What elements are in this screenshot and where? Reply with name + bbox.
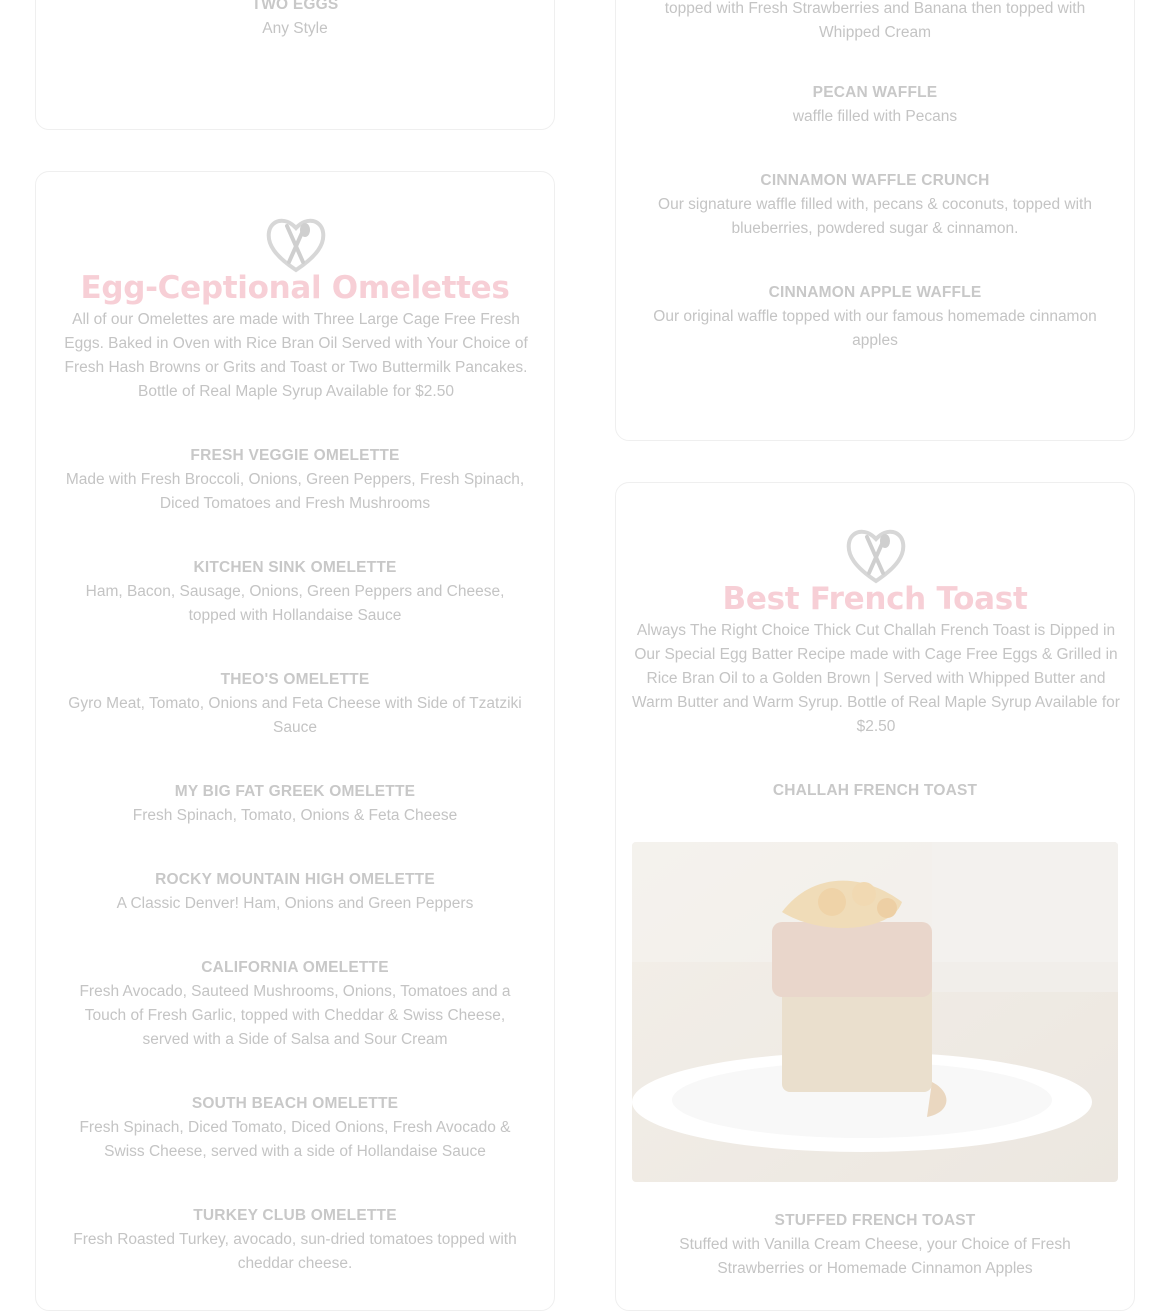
menu-item-name: KITCHEN SINK OMELETTE [193,559,397,576]
menu-item-desc: Ham, Bacon, Sausage, Onions, Green Peppers and Cheese, topped with Hollandaise Sauce [85,583,505,624]
menu-item-name: TWO EGGS [251,0,339,13]
section-intro: Always The Right Choice Thick Cut Challah French Toast is Dipped in Our Special Egg Batter Recipe made with Cage Free Eggs & Grilled in Rice Bran Oil to a Golden Brown | Served with Whipped Butter and Warm Butter and Warm Syrup. Bottle of Real Maple Syrup Available for $2.50 [632,622,1120,735]
french-toast-photo [632,842,1118,1182]
waffle-card [615,0,1135,441]
menu-item-desc: Gyro Meat, Tomato, Onions and Feta Cheese with Side of Tzatziki Sauce [68,695,522,736]
menu-item-desc: Any Style [262,20,328,37]
omelettes-card [35,171,555,1311]
section-title: Best French Toast [722,581,1028,617]
menu-item-name: TURKEY CLUB OMELETTE [193,1207,397,1224]
menu-item [36,444,554,516]
menu-item-name: CHALLAH FRENCH TOAST [772,782,978,799]
menu-item-name: ROCKY MOUNTAIN HIGH OMELETTE [155,871,435,888]
menu-item [36,1204,554,1276]
menu-item-name: SOUTH BEACH OMELETTE [191,1095,399,1112]
menu-item [36,956,554,1052]
menu-item-name: CALIFORNIA OMELETTE [201,959,389,976]
section-intro: All of our Omelettes are made with Three Large Cage Free Fresh Eggs. Baked in Oven with Rice Bran Oil Served with Your Choice of Fresh Hash Browns or Grits and Toast or Two Buttermilk Pancakes. Bottle of Real Maple Syrup Available for $2.50 [64,311,528,400]
menu-item [36,868,554,916]
fork-spoon-heart-icon [265,214,327,274]
menu-item [616,281,1134,353]
menu-item-desc: A Classic Denver! Ham, Onions and Green Peppers [116,895,474,912]
menu-item-desc: Stuffed with Vanilla Cream Cheese, your Choice of Fresh Strawberries or Homemade Cinnamon Apples [679,1236,1071,1277]
menu-item-name: MY BIG FAT GREEK OMELETTE [174,783,416,800]
menu-item [616,1209,1134,1281]
menu-item-name: THEO'S OMELETTE [220,671,370,688]
french-toast-image [632,842,1118,1182]
menu-item-name: CINNAMON APPLE WAFFLE [768,284,982,301]
menu-item-desc: Fresh Spinach, Tomato, Onions & Feta Cheese [132,807,458,824]
menu-item-desc: topped with Fresh Strawberries and Banana then topped with Whipped Cream [664,0,1086,41]
menu-item-desc: Made with Fresh Broccoli, Onions, Green Peppers, Fresh Spinach, Diced Tomatoes and Fresh Mushrooms [65,471,525,512]
menu-item-name: PECAN WAFFLE [812,84,938,101]
menu-item [36,1092,554,1164]
menu-item [36,556,554,628]
fork-spoon-heart-icon [845,525,907,585]
menu-item [36,0,554,41]
menu-item-desc: Fresh Spinach, Diced Tomato, Diced Onions, Fresh Avocado & Swiss Cheese, served with a side of Hollandaise Sauce [79,1119,511,1160]
menu-item [616,169,1134,241]
menu-item [616,779,1134,803]
menu-item [36,780,554,828]
menu-item-name: STUFFED FRENCH TOAST [774,1212,976,1229]
menu-item-name: CINNAMON WAFFLE CRUNCH [760,172,990,189]
menu-item-name: FRESH VEGGIE OMELETTE [190,447,400,464]
menu-item [36,668,554,740]
eggs-card [35,0,555,130]
menu-item-desc: Fresh Roasted Turkey, avocado, sun-dried tomatoes topped with cheddar cheese. [73,1231,517,1272]
menu-item-desc: waffle filled with Pecans [792,108,958,125]
menu-item-desc: Our original waffle topped with our famous homemade cinnamon apples [653,308,1097,349]
menu-item [616,81,1134,129]
menu-item-desc: Fresh Avocado, Sauteed Mushrooms, Onions, Tomatoes and a Touch of Fresh Garlic, topped with Cheddar & Swiss Cheese, served with a Side of Salsa and Sour Cream [79,983,511,1048]
menu-item [636,0,1114,45]
section-title: Egg-Ceptional Omelettes [80,270,510,306]
menu-item-desc: Our signature waffle filled with, pecans & coconuts, topped with blueberries, powdered sugar & cinnamon. [658,196,1092,237]
